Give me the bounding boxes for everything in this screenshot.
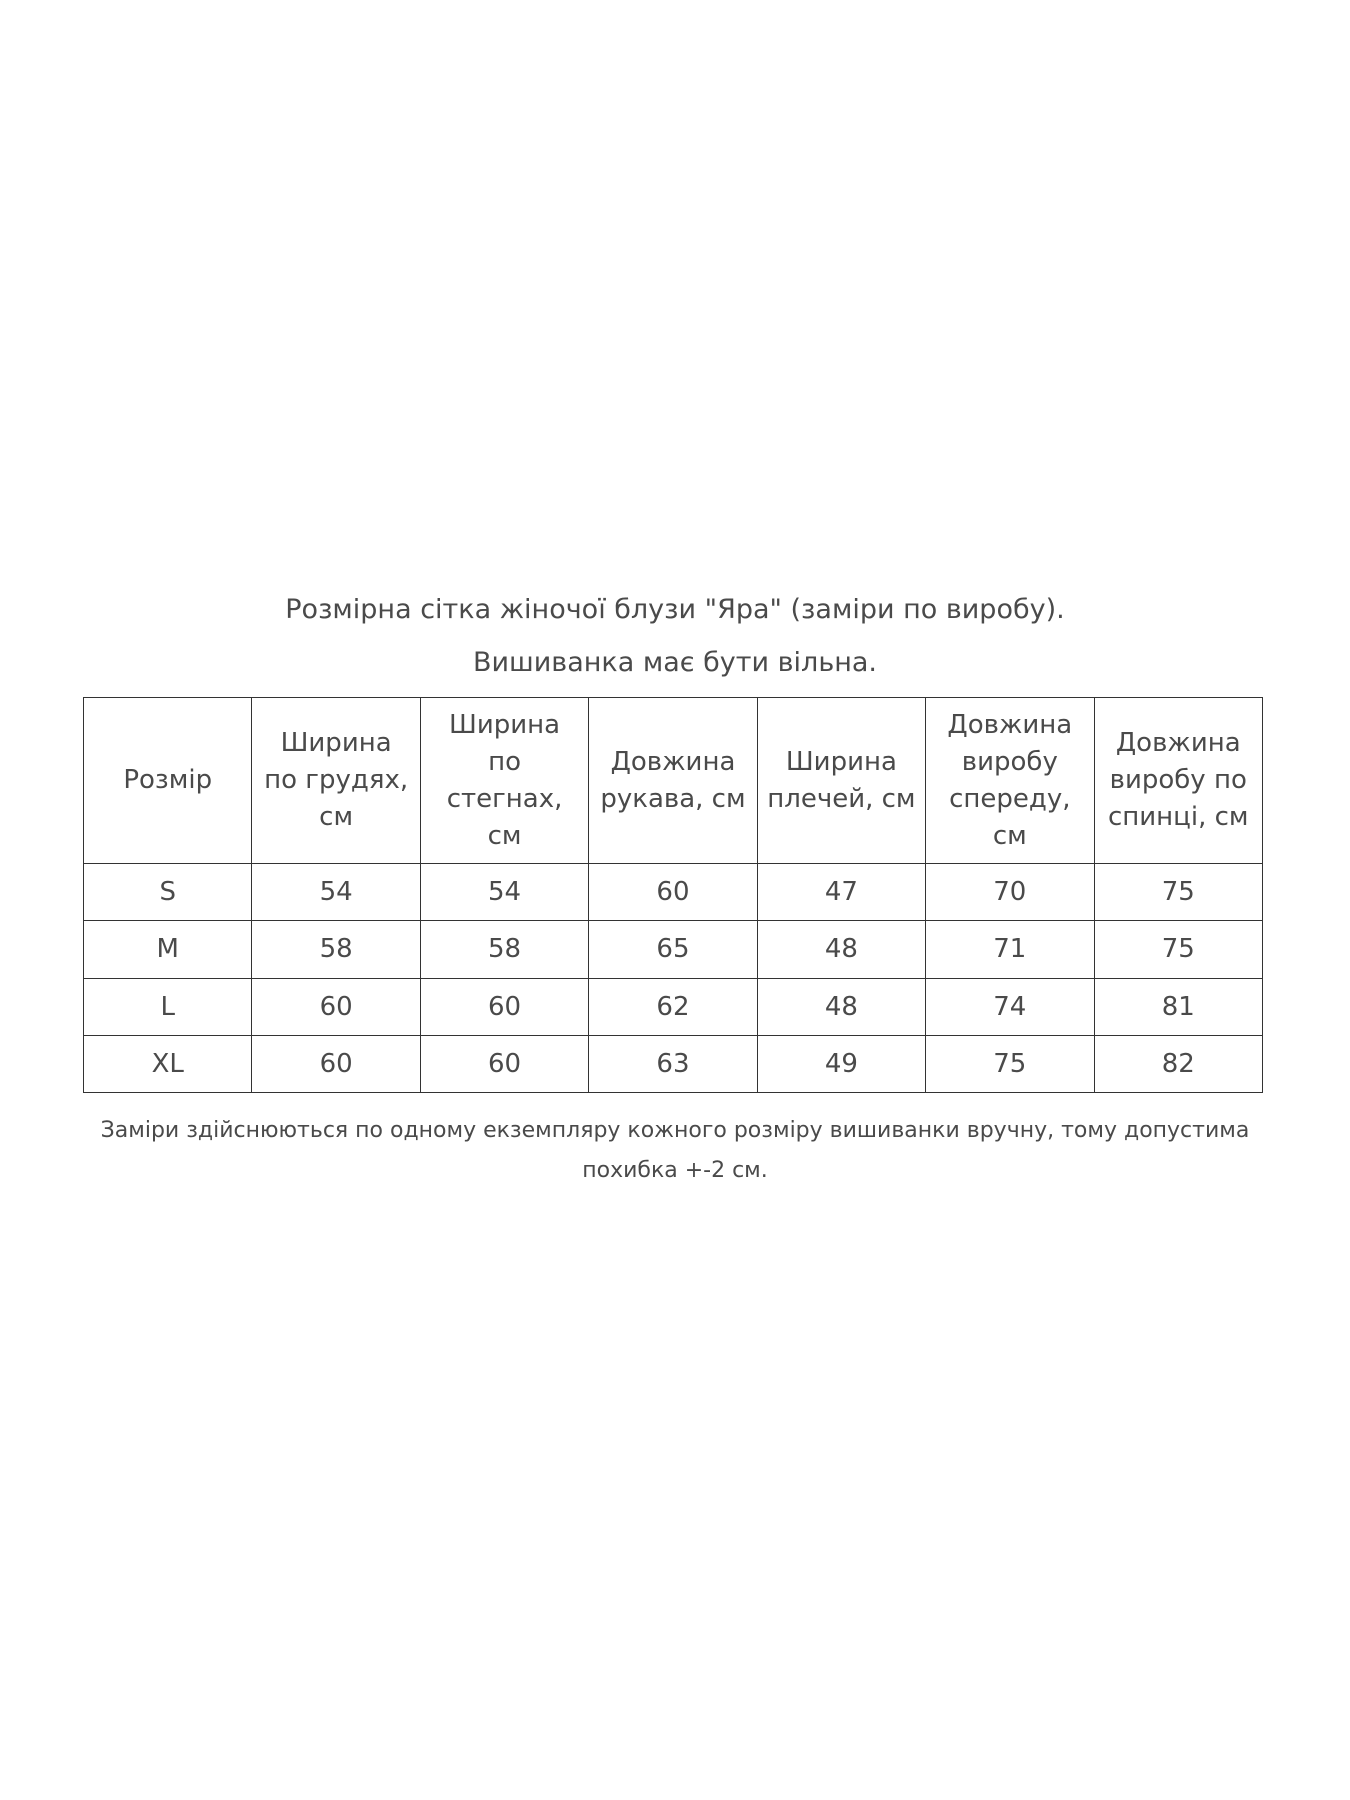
table-cell: 48 [757,978,925,1035]
table-cell: 65 [589,921,757,978]
table-row [84,1035,1263,1092]
table-cell: 62 [589,978,757,1035]
header-size: Розмір [84,698,252,864]
table-cell: L [84,978,252,1035]
header-front-length: Довжина виробу спереду, см [926,698,1094,864]
table-cell: 60 [420,978,588,1035]
header-back-length: Довжина виробу по спинці, см [1094,698,1262,864]
table-cell: 82 [1094,1035,1262,1092]
table-cell: 54 [420,864,588,921]
chart-subtitle: Вишиванка має бути вільна. [472,647,878,678]
header-shoulder-width: Ширина плечей, см [757,698,925,864]
size-table [83,697,1263,1093]
table-cell: 54 [252,864,420,921]
table-cell: 75 [926,1035,1094,1092]
table-cell: 60 [420,1035,588,1092]
table-cell: 60 [252,978,420,1035]
table-row [84,921,1263,978]
table-cell: 47 [757,864,925,921]
table-cell: 58 [420,921,588,978]
table-cell: M [84,921,252,978]
header-sleeve-length: Довжина рукава, см [589,698,757,864]
table-cell: 63 [589,1035,757,1092]
measurement-note: Заміри здійснюються по одному екземпляру кожного розміру вишиванки вручну, тому допустима похибка +-2 см. [100,1118,1250,1183]
chart-title: Розмірна сітка жіночої блузи "Яра" (заміри по виробу). [285,594,1065,625]
header-chest-width: Ширина по грудях, см [252,698,420,864]
table-cell: 48 [757,921,925,978]
table-header-row [84,698,1263,864]
table-cell: 75 [1094,921,1262,978]
table-cell: 74 [926,978,1094,1035]
table-cell: 81 [1094,978,1262,1035]
table-cell: S [84,864,252,921]
table-row [84,978,1263,1035]
table-cell: 70 [926,864,1094,921]
table-cell: 49 [757,1035,925,1092]
table-cell: 75 [1094,864,1262,921]
table-cell: XL [84,1035,252,1092]
table-cell: 71 [926,921,1094,978]
header-hip-width: Ширина по стегнах, см [420,698,588,864]
table-cell: 60 [589,864,757,921]
table-cell: 60 [252,1035,420,1092]
table-cell: 58 [252,921,420,978]
table-row [84,864,1263,921]
